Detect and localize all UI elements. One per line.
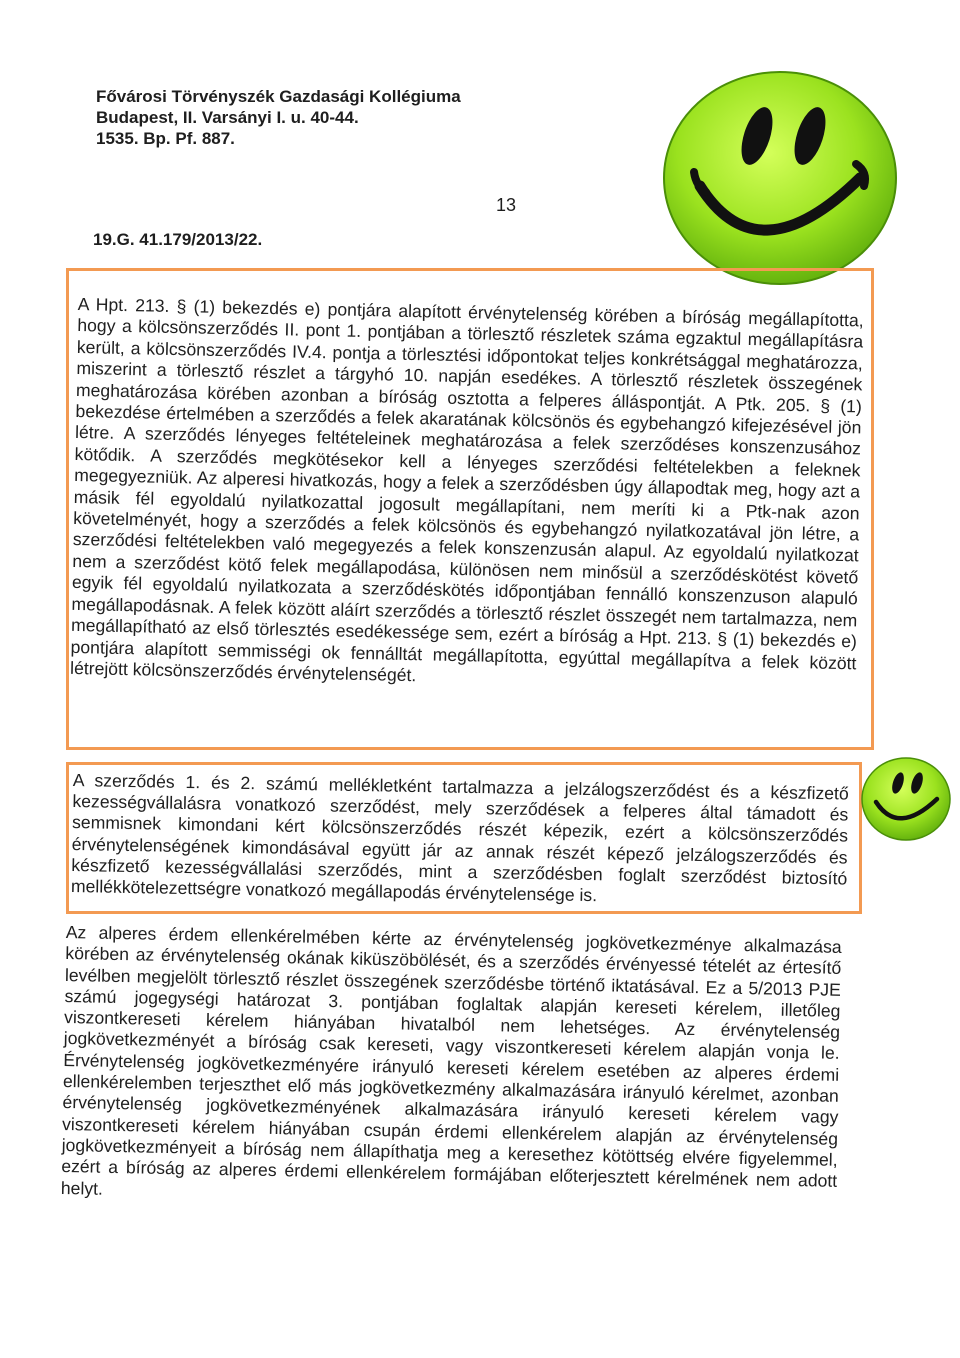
paragraph-validity-assessment: A Hpt. 213. § (1) bekezdés e) pontjára alapított érvénytelenség körében a bíróság megállapította, hogy a kölcsönszerződés II. pont 1. pontjában a törlesztő részletek száma egzaktul megállapításra került, a kölcsönszerződés IV.4. pontja a törlesztési időpontokat teljes konkrétsággal meghatározza, miszerint a törlesztő részlet a tárgyhó 10. napján esedékes. A törlesztő részletek összegének meghatározása körében azonban a bíróság osztotta a felperes álláspontját. A Ptk. 205. § (1) bekezdése értelmében a szerződés a felek akaratának kölcsönös és egybehangzó kifejezésével jön létre. A szerződés lényeges feltételeinek meghatározása a felek szerződéses konszenzusához kötődik. A szerződés megkötésekor kell a lényeges szerződési feltételekben a feleknek megegyezniük. Az alperesi hivatkozás, hogy a felek a szerződésben úgy állapodtak meg, hogy azt a másik fél egyoldalú nyilatkozattal jogosult megállapítani, nem meríti ki a Ptk-nak azon követelményét, hogy a szerződés a felek kölcsönös és egybehangzó nyilatkozatával jön létre, a szerződési feltételekben való megegyezés a felek konszenzusán alapul. Az egyoldalú nyilatkozat nem a szerződést kötő felek megállapodása, különösen nem minősül a szerződéskötést követő egyik fél egyoldalú nyilatkozata a szerződéskötés időpontjában fennálló konszenzuson alapuló megállapodásnak. A felek között aláírt szerződés a törlesztő részlet összegét nem tartalmazza, nem megállapítható az első törlesztés esedékessége sem, ezért a bíróság a Hpt. 213. § (1) bekezdés e) pontjára alapított semmisségi ok fennálltát megállapította, egyúttal megállapítva a felek között létrejött kölcsönszerződés érvénytelenségét. <box>69 294 864 686</box>
smiley-face-icon <box>660 68 900 288</box>
court-postal-address: 1535. Bp. Pf. 887. <box>96 129 235 148</box>
court-address: Budapest, II. Varsányi I. u. 40-44. <box>96 108 359 127</box>
page-number: 13 <box>496 195 517 215</box>
small-smiley-face-icon <box>860 756 952 842</box>
court-header <box>96 86 536 149</box>
court-name: Fővárosi Törvényszék Gazdasági Kollégiuma <box>96 87 461 106</box>
case-number: 19.G. 41.179/2013/22. <box>93 230 263 249</box>
paragraph-ancillary-contracts: A szerződés 1. és 2. számú mellékletként tartalmazza a jelzálogszerződést és a készfizető kezességvállalásra vonatkozó szerződést, mely szerződések a felperes által támadott és semmisnek kimondani kért kölcsönszerződés részét képezik, ezért a kölcsönszerződés érvénytelenségének kimondásával együtt jár az annak részét képező jelzálogszerződés és készfizető kezességvállalási szerződés, mint a szerződésben foglalt szerződést biztosító mellékkötelezettségre vonatkozó megállapodás érvénytelensége is. <box>70 770 849 906</box>
paragraph-defendant-counterclaim: Az alperes érdem ellenkérelmében kérte az érvénytelenség jogkövetkezménye alkalmazása körében az érvénytelenség okának kiküszöbölését, és a szerződés érvényessé tételét az értesítő levélben megjelölt törlesztő részlet összegének szerződésbe történő iktatásával. Ez a 5/2013 PJE számú jogegységi határozat 3. pontjában foglaltak alapján kereseti kérelem, illetőleg viszontkereseti kérelem hiányában hivatalból nem lehetséges. Az érvénytelenség jogkövetkezményét a bíróság csak kereseti, vagy viszontkereseti kérelem alapján vonja le. Érvénytelenség jogkövetkezményére irányuló kereseti kérelem esetében az alperes érdemi ellenkérelemben terjeszthet elő más jogkövetkezmény alkalmazására irányuló kérelmet, azonban érvénytelenség jogkövetkezményének alkalmazására irányuló kereseti kérelem vagy viszontkereseti kérelem hiányában csupán érdemi ellenkérelem alapján az érvénytelenség jogkövetkezményeit a bíróság nem állapíthatja meg a keresethez kötöttség elvére figyelemmel, ezért a bíróság az alperes érdemi ellenkérelem formájában előterjesztett kérelmének nem adott helyt. <box>60 922 842 1199</box>
